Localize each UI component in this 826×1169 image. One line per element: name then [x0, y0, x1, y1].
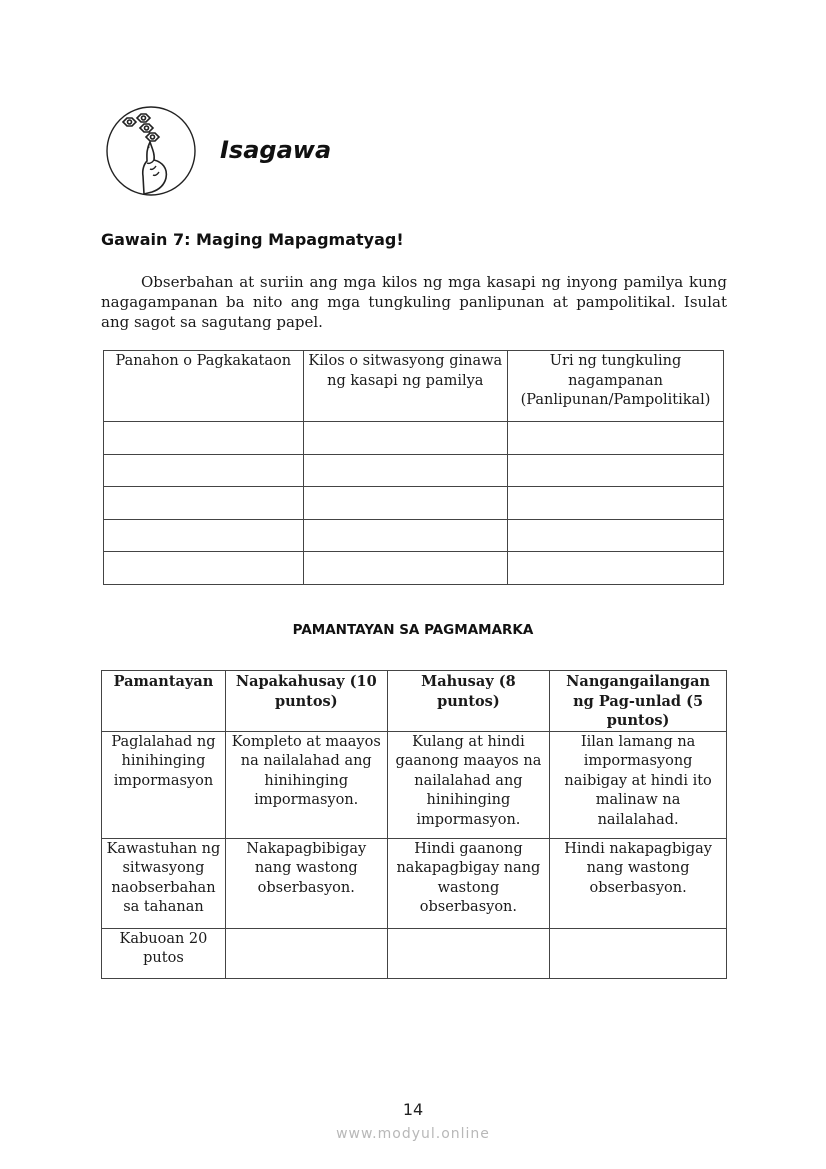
rubric-header-cell: Pamantayan [102, 671, 226, 732]
answer-cell[interactable] [508, 519, 724, 552]
answer-cell[interactable] [104, 519, 304, 552]
answer-cell[interactable] [104, 422, 304, 455]
answer-cell[interactable] [303, 552, 507, 585]
answer-cell[interactable] [508, 552, 724, 585]
answer-cell[interactable] [303, 487, 507, 520]
rubric-criterion: Paglalahad ng hinihinging impormasyon [102, 731, 226, 838]
rubric-descriptor: Hindi nakapagbigay nang wastong obserbasyon. [550, 838, 727, 928]
observation-header-cell: Kilos o sitwasyong ginawa ng kasapi ng pamilya [303, 351, 507, 422]
answer-cell[interactable] [508, 454, 724, 487]
section-title: Isagawa [220, 136, 332, 164]
page-number: 14 [402, 1100, 424, 1119]
observation-header-cell: Panahon o Pagkakataon [104, 351, 304, 422]
rubric-descriptor: Kompleto at maayos na nailalahad ang hinihinging impormasyon. [225, 731, 387, 838]
answer-cell[interactable] [303, 454, 507, 487]
activity-title: Gawain 7: Maging Mapagmatyag! [101, 230, 404, 249]
rubric-header-cell: Nangangailangan ng Pag-unlad (5 puntos) [550, 671, 727, 732]
observation-answer-row [104, 487, 724, 520]
rubric-table [101, 670, 727, 979]
answer-cell[interactable] [508, 422, 724, 455]
answer-cell[interactable] [104, 454, 304, 487]
rubric-heading: PAMANTAYAN SA PAGMAMARKA [292, 622, 534, 638]
rubric-total-label: Kabuoan 20 putos [102, 928, 226, 978]
answer-cell[interactable] [303, 422, 507, 455]
rubric-descriptor: Iilan lamang na impormasyong naibigay at hindi ito malinaw na nailalahad. [550, 731, 727, 838]
answer-cell[interactable] [104, 487, 304, 520]
observation-header-cell: Uri ng tungkuling nagampanan (Panlipunan/Pampolitikal) [508, 351, 724, 422]
rubric-header-cell: Napakahusay (10 puntos) [225, 671, 387, 732]
observation-table-header-row [104, 351, 724, 422]
observation-answer-row [104, 422, 724, 455]
rubric-descriptor: Kulang at hindi gaanong maayos na nailalahad ang hinihinging impormasyon. [387, 731, 550, 838]
rubric-criterion: Kawastuhan ng sitwasyong naobserbahan sa tahanan [102, 838, 226, 928]
activity-instructions: Obserbahan at suriin ang mga kilos ng mga kasapi ng inyong pamilya kung nagagampanan ba nito ang mga tungkuling panlipunan at pampolitikal. Isulat ang sagot sa sagutang papel. [101, 273, 727, 331]
score-cell[interactable] [387, 928, 550, 978]
rubric-row [102, 731, 727, 838]
hand-with-gears-icon [106, 106, 196, 196]
answer-cell[interactable] [303, 519, 507, 552]
score-cell[interactable] [550, 928, 727, 978]
rubric-row [102, 838, 727, 928]
rubric-total-row [102, 928, 727, 978]
observation-answer-row [104, 454, 724, 487]
rubric-header-cell: Mahusay (8 puntos) [387, 671, 550, 732]
rubric-descriptor: Hindi gaanong nakapagbigay nang wastong obserbasyon. [387, 838, 550, 928]
answer-cell[interactable] [104, 552, 304, 585]
observation-answer-row [104, 552, 724, 585]
observation-table [103, 350, 724, 585]
rubric-header-row [102, 671, 727, 732]
answer-cell[interactable] [508, 487, 724, 520]
rubric-descriptor: Nakapagbibigay nang wastong obserbasyon. [225, 838, 387, 928]
score-cell[interactable] [225, 928, 387, 978]
site-watermark: www.modyul.online [336, 1126, 490, 1142]
observation-answer-row [104, 519, 724, 552]
